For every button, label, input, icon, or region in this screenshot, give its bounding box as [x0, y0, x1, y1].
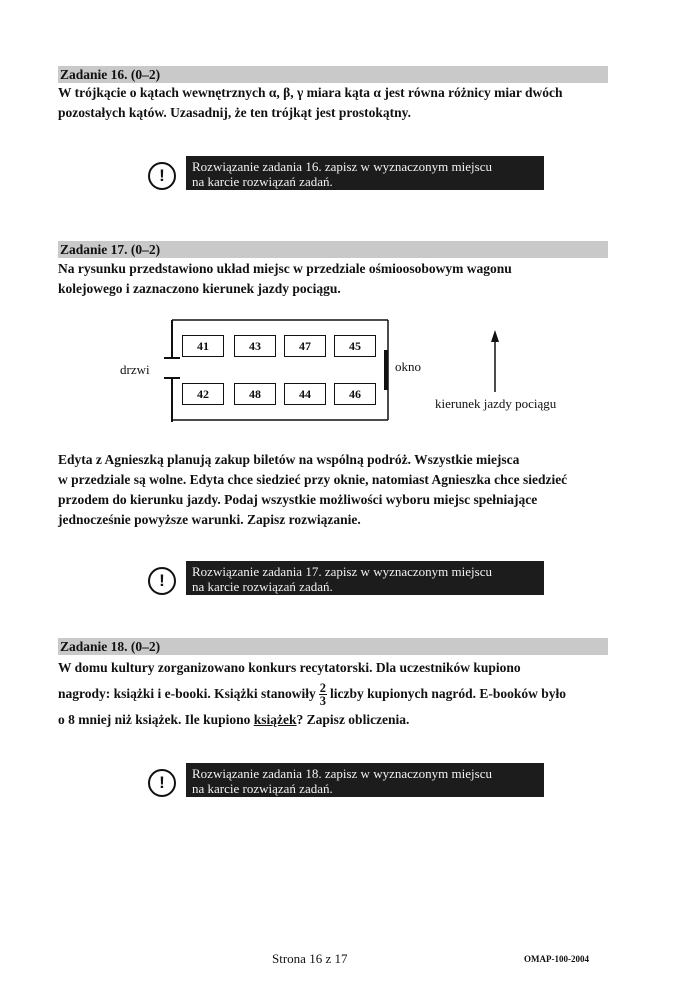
task16-notice [148, 156, 548, 196]
exam-code: OMAP-100-2004 [524, 954, 589, 964]
page-number: Strona 16 z 17 [272, 951, 348, 966]
task18-text-fragment: nagrody: książki i e-booki. Książki stanowiły [58, 686, 316, 701]
exclamation-icon: ! [148, 567, 176, 595]
task17-line: w przedziale są wolne. Edyta chce siedzieć przy oknie, natomiast Agnieszka chce siedzieć [58, 472, 568, 487]
task18-text-fragment: ? Zapisz obliczenia. [296, 712, 410, 728]
task16-header: Zadanie 16. (0–2) [58, 66, 608, 83]
notice-line: na karcie rozwiązań zadań. [192, 174, 333, 189]
task17-header: Zadanie 17. (0–2) [58, 241, 608, 258]
notice-line: Rozwiązanie zadania 18. zapisz w wyznaczonym miejscu [192, 766, 492, 781]
door-label: drzwi [120, 362, 150, 377]
task18-line [58, 681, 608, 707]
task16-line: pozostałych kątów. Uzasadnij, że ten trójkąt jest prostokątny. [58, 105, 411, 120]
task18-text-fragment: o 8 mniej niż książek. Ile kupiono [58, 712, 251, 728]
notice-box [186, 156, 544, 190]
task17-body [58, 450, 608, 530]
notice-box [186, 561, 544, 595]
direction-label: kierunek jazdy pociągu [435, 396, 557, 411]
underlined-word: książek [253, 712, 297, 728]
exclamation-icon: ! [148, 769, 176, 797]
fraction-denominator: 3 [319, 694, 327, 709]
seat-number: 46 [349, 387, 361, 401]
task18-header: Zadanie 18. (0–2) [58, 638, 608, 655]
window-label: okno [395, 359, 421, 374]
task17-line: Edyta z Agnieszką planują zakup biletów na wspólną podróż. Wszystkie miejsca [58, 452, 520, 467]
task17-intro [58, 259, 608, 299]
notice-line: na karcie rozwiązań zadań. [192, 579, 333, 594]
notice-line: na karcie rozwiązań zadań. [192, 781, 333, 796]
task18-text-fragment: liczby kupionych nagród. E-booków było [330, 686, 566, 701]
notice-line: Rozwiązanie zadania 17. zapisz w wyznaczonym miejscu [192, 564, 492, 579]
fraction [319, 682, 327, 707]
seat-number: 45 [349, 339, 361, 353]
notice-box [186, 763, 544, 797]
task17-line: Na rysunku przedstawiono układ miejsc w przedziale ośmioosobowym wagonu [58, 261, 512, 276]
task17-line: kolejowego i zaznaczono kierunek jazdy pociągu. [58, 281, 341, 296]
task17-notice [148, 561, 548, 601]
task18-line [58, 707, 608, 733]
seat-number: 47 [299, 339, 311, 353]
task18-line: W domu kultury zorganizowano konkurs recytatorski. Dla uczestników kupiono [58, 660, 521, 675]
exclamation-icon: ! [148, 162, 176, 190]
task18-notice [148, 763, 548, 803]
seat-number: 42 [197, 387, 209, 401]
notice-line: Rozwiązanie zadania 16. zapisz w wyznaczonym miejscu [192, 159, 492, 174]
seat-number: 43 [249, 339, 261, 353]
seat-number: 48 [249, 387, 261, 401]
fraction-numerator: 2 [319, 681, 327, 696]
task17-line: przodem do kierunku jazdy. Podaj wszystkie możliwości wyboru miejsc spełniające [58, 492, 538, 507]
task16-text [58, 83, 608, 123]
task18-text [58, 655, 608, 733]
task17-line: jednocześnie powyższe warunki. Zapisz rozwiązanie. [58, 512, 361, 527]
seat-number: 41 [197, 339, 209, 353]
seat-number: 44 [299, 387, 311, 401]
compartment-diagram [110, 312, 590, 422]
task16-line: W trójkącie o kątach wewnętrznych α, β, γ miara kąta α jest równa różnicy miar dwóch [58, 85, 563, 100]
